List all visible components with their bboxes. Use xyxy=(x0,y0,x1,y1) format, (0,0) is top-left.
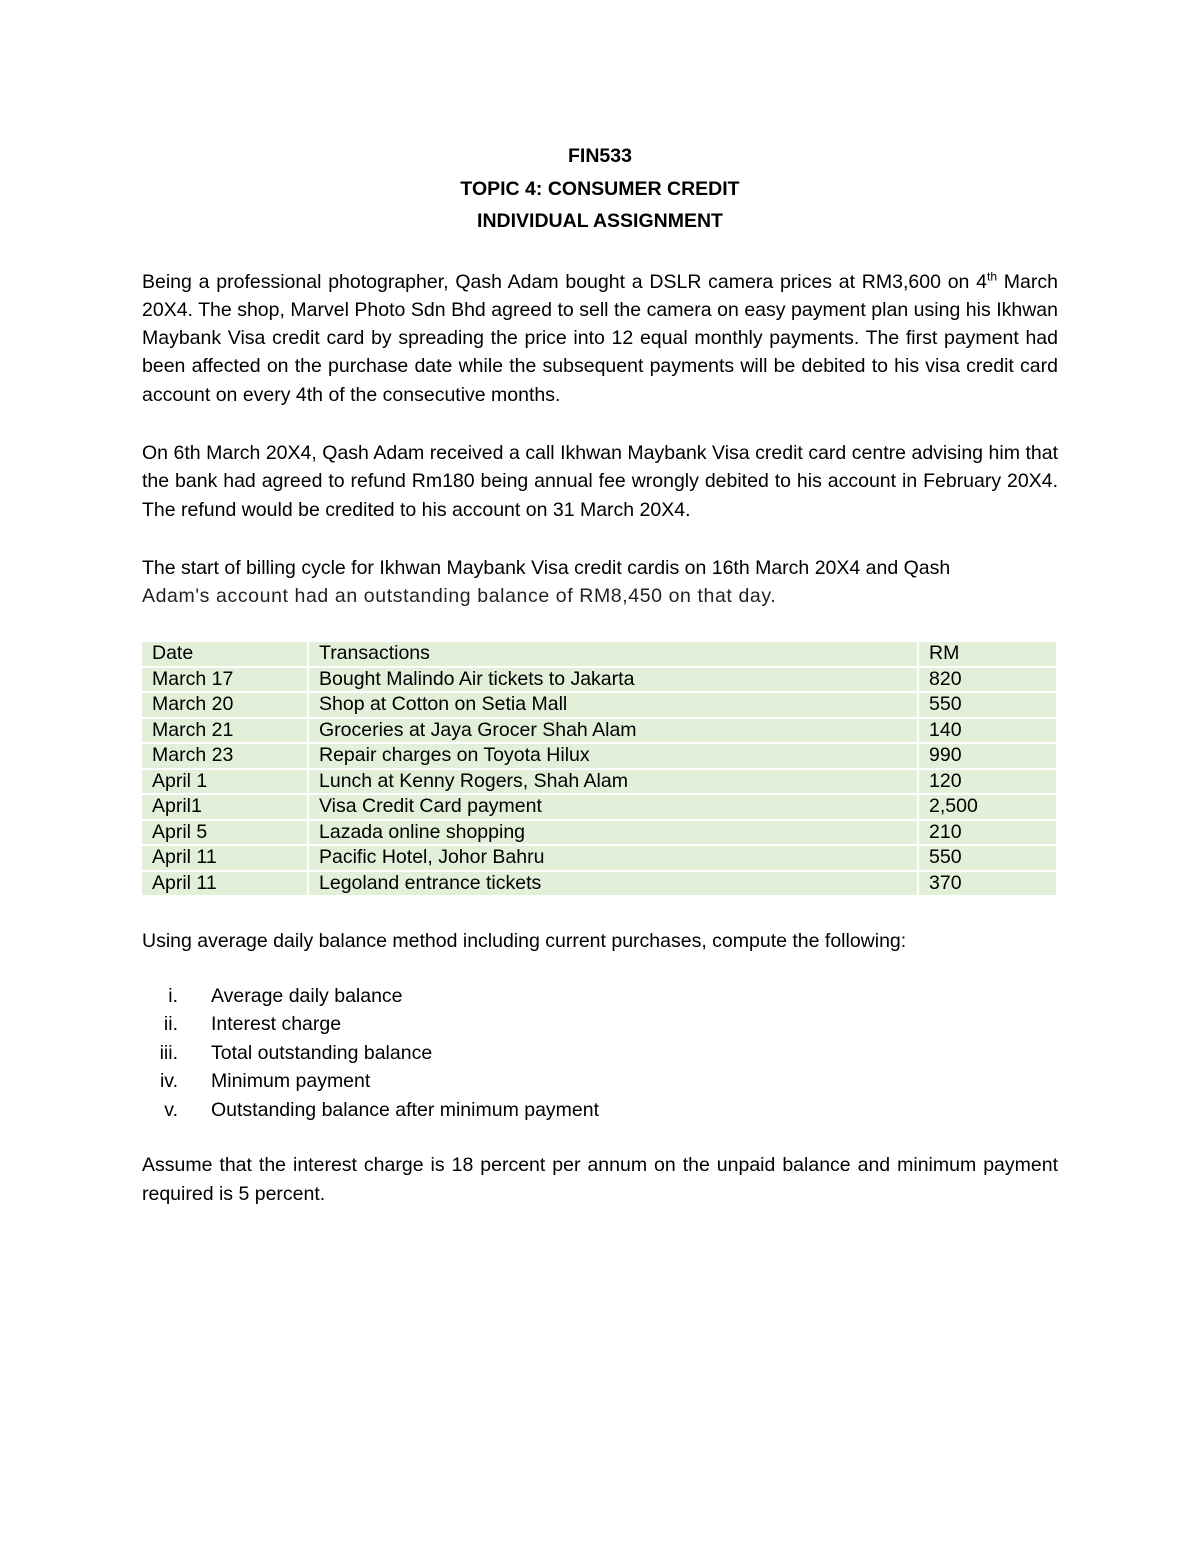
cell-amount: 210 xyxy=(919,821,1056,845)
paragraph-purchase-start: Being a professional photographer, Qash Adam bought a DSLR camera prices at RM3,600 on 4 xyxy=(142,270,988,293)
cell-date: April 5 xyxy=(142,821,307,845)
list-item xyxy=(142,982,1058,1011)
cell-transaction: Repair charges on Toyota Hilux xyxy=(309,744,917,768)
table-row xyxy=(142,770,1056,794)
paragraph-billing-lead: The start of billing cycle for Ikhwan Maybank Visa credit cardis on 16th March 20X4 and Qash xyxy=(142,556,951,579)
table-row xyxy=(142,872,1056,896)
list-item-text: Outstanding balance after minimum payment xyxy=(211,1098,600,1121)
paragraph-billing-tail: Adam's account had an outstanding balance of RM8,450 on that day. xyxy=(142,585,777,608)
cell-date: March 21 xyxy=(142,719,307,743)
list-item-number: v. xyxy=(164,1098,178,1121)
cell-transaction: Shop at Cotton on Setia Mall xyxy=(309,693,917,717)
cell-amount: 2,500 xyxy=(919,795,1056,819)
assumption-text: Assume that the interest charge is 18 percent per annum on the unpaid balance and minimum payment required is 5 percent. xyxy=(142,1154,1058,1205)
table-row xyxy=(142,719,1056,743)
table-row xyxy=(142,795,1056,819)
instruction-text: Using average daily balance method including current purchases, compute the following: xyxy=(142,930,907,953)
paragraph-purchase-end: March 20X4. The shop, Marvel Photo Sdn Bhd agreed to sell the camera on easy payment plan using his Ikhwan Maybank Visa credit card by spreading the price into 12 equal monthly payments. The first payment had been affected on the purchase date while the subsequent payments will be debited to his visa credit card account on every 4th of the consecutive months. xyxy=(142,270,1058,406)
list-item-text: Interest charge xyxy=(211,1013,342,1036)
cell-date: March 17 xyxy=(142,668,307,692)
list-item-text: Average daily balance xyxy=(211,984,403,1007)
list-item-number: iv. xyxy=(159,1070,178,1093)
list-item-number: i. xyxy=(168,984,178,1007)
cell-transaction: Groceries at Jaya Grocer Shah Alam xyxy=(309,719,917,743)
table-row xyxy=(142,693,1056,717)
cell-transaction: Bought Malindo Air tickets to Jakarta xyxy=(309,668,917,692)
document-page xyxy=(142,140,1058,1208)
list-item-text: Minimum payment xyxy=(211,1070,371,1093)
course-code: FIN533 xyxy=(568,145,632,167)
cell-transaction: Pacific Hotel, Johor Bahru xyxy=(309,846,917,870)
title-block xyxy=(142,140,1058,238)
list-item-text: Total outstanding balance xyxy=(211,1041,433,1064)
table-row xyxy=(142,821,1056,845)
cell-date: April 1 xyxy=(142,770,307,794)
cell-amount: 120 xyxy=(919,770,1056,794)
cell-date: April 11 xyxy=(142,872,307,896)
paragraph-billing-cycle xyxy=(142,554,1058,611)
table-row xyxy=(142,846,1056,870)
list-item xyxy=(142,1039,1058,1068)
cell-amount: 550 xyxy=(919,846,1056,870)
task-list xyxy=(142,982,1058,1125)
assignment-title: INDIVIDUAL ASSIGNMENT xyxy=(477,210,723,232)
cell-amount: 550 xyxy=(919,693,1056,717)
table-header-row xyxy=(142,642,1056,666)
header-date: Date xyxy=(142,642,307,666)
header-transactions: Transactions xyxy=(309,642,917,666)
paragraph-refund: On 6th March 20X4, Qash Adam received a call Ikhwan Maybank Visa credit card centre advising him that the bank had agreed to refund Rm180 being annual fee wrongly debited to his account in February 20X4. The refund would be credited to his account on 31 March 20X4. xyxy=(142,441,1058,521)
list-item xyxy=(142,1010,1058,1039)
cell-date: March 23 xyxy=(142,744,307,768)
transactions-table xyxy=(140,640,1058,897)
table-row xyxy=(142,668,1056,692)
paragraph-purchase xyxy=(142,268,1058,409)
topic-title: TOPIC 4: CONSUMER CREDIT xyxy=(460,177,740,200)
list-item xyxy=(142,1067,1058,1096)
cell-date: March 20 xyxy=(142,693,307,717)
cell-transaction: Visa Credit Card payment xyxy=(309,795,917,819)
list-item-number: iii. xyxy=(159,1041,178,1064)
table-row xyxy=(142,744,1056,768)
cell-date: April 11 xyxy=(142,846,307,870)
cell-transaction: Lazada online shopping xyxy=(309,821,917,845)
cell-amount: 990 xyxy=(919,744,1056,768)
list-item xyxy=(142,1096,1058,1125)
ordinal-superscript: th xyxy=(987,269,998,283)
cell-date: April1 xyxy=(142,795,307,819)
cell-amount: 820 xyxy=(919,668,1056,692)
cell-transaction: Lunch at Kenny Rogers, Shah Alam xyxy=(309,770,917,794)
list-item-number: ii. xyxy=(163,1013,178,1036)
cell-amount: 370 xyxy=(919,872,1056,896)
cell-amount: 140 xyxy=(919,719,1056,743)
cell-transaction: Legoland entrance tickets xyxy=(309,872,917,896)
header-rm: RM xyxy=(919,642,1056,666)
